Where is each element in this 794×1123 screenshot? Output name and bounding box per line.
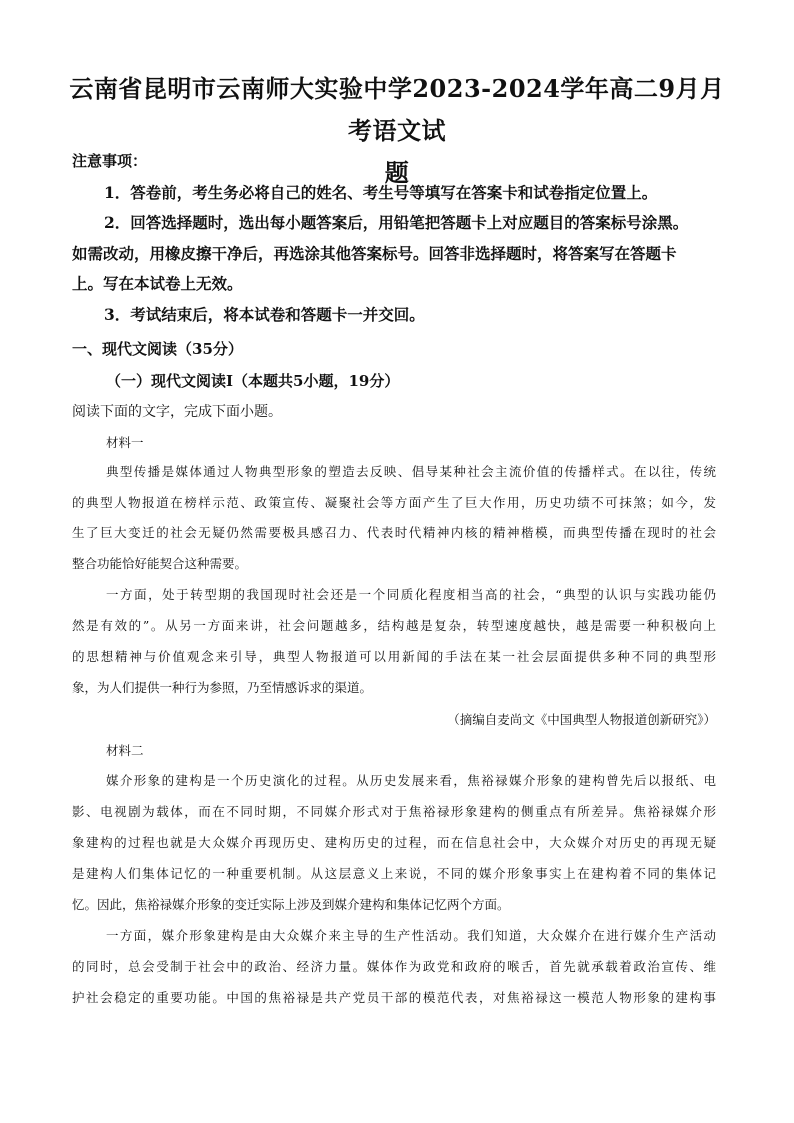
- material-2-line: 象建构的过程也就是大众媒介再现历史、建构历史的过程，而在信息社会中，大众媒介对历史的再现无疑: [72, 835, 716, 850]
- material-2-line: 是建构人们集体记忆的一种重要机制。从这层意义上来说，不同的媒介形象事实上在建构着不同的集体记: [72, 866, 716, 881]
- page-title: [62, 68, 732, 194]
- title-line-2: 题: [384, 158, 410, 187]
- material-2-line: 影、电视剧为载体，而在不同时期，不同媒介形式对于焦裕禄形象建构的侧重点有所差异。焦裕禄媒介形: [72, 804, 716, 819]
- section-heading: 一、现代文阅读（35分）: [72, 340, 243, 358]
- material-1-label: 材料一: [106, 435, 144, 450]
- material-2-line: 一方面，媒介形象建构是由大众媒介来主导的生产性活动。我们知道，大众媒介在进行媒介生产活动: [106, 928, 716, 943]
- material-1-line: 典型传播是媒体通过人物典型形象的塑造去反映、倡导某种社会主流价值的传播样式。在以往，传统: [106, 464, 716, 479]
- notice-item-2-cont-1: 如需改动，用橡皮擦干净后，再选涂其他答案标号。回答非选择题时，将答案写在答题卡: [72, 244, 677, 263]
- notice-item-3: 3．考试结束后，将本试卷和答题卡一并交回。: [104, 305, 425, 324]
- title-line-1: 云南省昆明市云南师大实验中学2023-2024学年高二9月月考语文试: [69, 74, 725, 145]
- notice-item-2-cont-2: 上。写在本试卷上无效。: [72, 274, 243, 293]
- material-1-source: （摘编自麦尚文《中国典型人物报道创新研究》）: [447, 712, 716, 727]
- material-1-line: 象，为人们提供一种行为参照，乃至情感诉求的渠道。: [72, 680, 373, 695]
- material-1-line: 然是有效的”。从另一方面来讲，社会问题越多，结构越是复杂，转型速度越快，越是需要一种积极向上: [72, 618, 716, 633]
- material-2-line: 护社会稳定的重要功能。中国的焦裕禄是共产党员干部的模范代表，对焦裕禄这一模范人物形象的建构事: [72, 990, 716, 1005]
- notice-label: 注意事项：: [72, 152, 148, 170]
- reading-instruction: 阅读下面的文字，完成下面小题。: [72, 404, 282, 420]
- notice-item-2: 2．回答选择题时，选出每小题答案后，用铅笔把答题卡上对应题目的答案标号涂黑。: [104, 213, 689, 232]
- material-1-line: 整合功能恰好能契合这种需要。: [72, 556, 248, 571]
- subsection-heading: （一）现代文阅读Ⅰ（本题共5小题，19分）: [106, 372, 400, 390]
- material-2-line: 媒介形象的建构是一个历史演化的过程。从历史发展来看，焦裕禄媒介形象的建构曾先后以报纸、电: [106, 773, 716, 788]
- notice-item-1: 1．答卷前，考生务必将自己的姓名、考生号等填写在答案卡和试卷指定位置上。: [104, 183, 658, 202]
- material-1-line: 的典型人物报道在榜样示范、政策宣传、凝聚社会等方面产生了巨大作用，历史功绩不可抹煞；如今，发: [72, 495, 716, 510]
- material-1-line: 的思想精神与价值观念来引导，典型人物报道可以用新闻的手法在某一社会层面提供多种不同的典型形: [72, 649, 716, 664]
- material-1-line: 一方面，处于转型期的我国现时社会还是一个同质化程度相当高的社会，“典型的认识与实践功能仍: [106, 587, 716, 602]
- material-2-line: 的同时，总会受制于社会中的政治、经济力量。媒体作为政党和政府的喉舌，首先就承载着政治宣传、维: [72, 959, 716, 974]
- material-1-line: 生了巨大变迁的社会无疑仍然需要极具感召力、代表时代精神内核的精神楷模，而典型传播在现时的社会: [72, 525, 716, 540]
- material-2-line: 忆。因此，焦裕禄媒介形象的变迁实际上涉及到媒介建构和集体记忆两个方面。: [72, 897, 510, 912]
- material-2-label: 材料二: [106, 743, 144, 758]
